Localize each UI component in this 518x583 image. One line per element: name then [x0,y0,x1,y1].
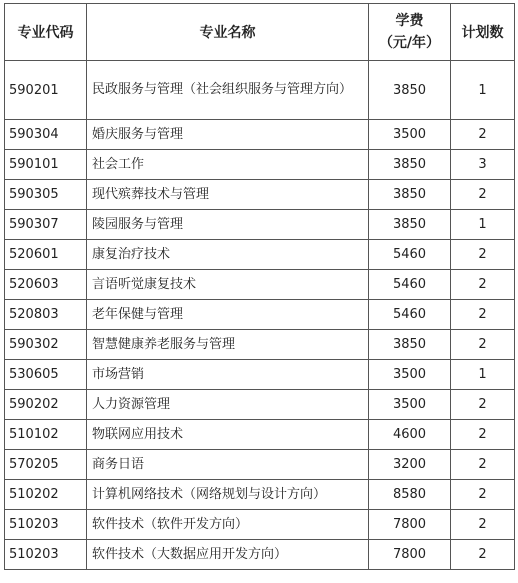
cell-code: 590202 [5,390,87,420]
cell-plan: 2 [451,420,515,450]
cell-plan: 2 [451,510,515,540]
cell-code: 520601 [5,240,87,270]
cell-fee: 3500 [369,390,451,420]
cell-code: 590201 [5,61,87,120]
table-row [5,480,515,510]
cell-code: 510203 [5,510,87,540]
cell-plan: 2 [451,120,515,150]
table-row [5,330,515,360]
table-header [5,4,515,61]
cell-name: 智慧健康养老服务与管理 [87,330,369,360]
cell-fee: 8580 [369,480,451,510]
table-row [5,510,515,540]
cell-name: 婚庆服务与管理 [87,120,369,150]
header-plan: 计划数 [451,4,515,61]
cell-code: 570205 [5,450,87,480]
cell-plan: 1 [451,360,515,390]
cell-code: 510102 [5,420,87,450]
cell-code: 510203 [5,540,87,570]
cell-name: 社会工作 [87,150,369,180]
cell-name: 计算机网络技术（网络规划与设计方向） [87,480,369,510]
table-row [5,390,515,420]
cell-plan: 3 [451,150,515,180]
cell-plan: 2 [451,390,515,420]
table-body [5,61,515,570]
cell-name: 软件技术（大数据应用开发方向） [87,540,369,570]
cell-code: 590302 [5,330,87,360]
cell-plan: 2 [451,450,515,480]
cell-name: 老年保健与管理 [87,300,369,330]
table-row [5,120,515,150]
cell-code: 590307 [5,210,87,240]
cell-fee: 5460 [369,270,451,300]
cell-name: 现代殡葬技术与管理 [87,180,369,210]
table-row [5,180,515,210]
cell-code: 510202 [5,480,87,510]
cell-code: 590304 [5,120,87,150]
cell-fee: 3850 [369,180,451,210]
cell-fee: 5460 [369,300,451,330]
cell-fee: 7800 [369,540,451,570]
cell-plan: 2 [451,240,515,270]
table-row [5,300,515,330]
table-row [5,270,515,300]
cell-name: 言语听觉康复技术 [87,270,369,300]
table-row [5,240,515,270]
cell-name: 民政服务与管理（社会组织服务与管理方向） [87,61,369,120]
cell-fee: 3500 [369,360,451,390]
cell-name: 康复治疗技术 [87,240,369,270]
cell-name: 市场营销 [87,360,369,390]
table-row [5,450,515,480]
cell-fee: 3200 [369,450,451,480]
cell-code: 530605 [5,360,87,390]
header-name: 专业名称 [87,4,369,61]
table-row [5,150,515,180]
header-code: 专业代码 [5,4,87,61]
table-row [5,210,515,240]
cell-code: 520603 [5,270,87,300]
enrollment-table [4,3,515,570]
cell-code: 520803 [5,300,87,330]
header-fee [369,4,451,61]
cell-fee: 7800 [369,510,451,540]
table-row [5,61,515,120]
cell-code: 590101 [5,150,87,180]
cell-name: 软件技术（软件开发方向） [87,510,369,540]
cell-name: 人力资源管理 [87,390,369,420]
cell-fee: 3850 [369,330,451,360]
cell-name: 陵园服务与管理 [87,210,369,240]
cell-plan: 2 [451,330,515,360]
cell-name: 物联网应用技术 [87,420,369,450]
header-row [5,4,515,61]
table-row [5,420,515,450]
cell-fee: 4600 [369,420,451,450]
cell-plan: 1 [451,210,515,240]
cell-name: 商务日语 [87,450,369,480]
cell-plan: 2 [451,270,515,300]
table-row [5,540,515,570]
header-fee-line1: 学费 [395,13,424,29]
cell-fee: 3850 [369,61,451,120]
cell-fee: 3500 [369,120,451,150]
cell-code: 590305 [5,180,87,210]
cell-plan: 2 [451,480,515,510]
cell-fee: 5460 [369,240,451,270]
header-fee-line2: （元/年） [378,35,441,51]
table-row [5,360,515,390]
cell-plan: 1 [451,61,515,120]
document-page [4,3,514,570]
cell-plan: 2 [451,540,515,570]
cell-plan: 2 [451,300,515,330]
cell-fee: 3850 [369,210,451,240]
cell-fee: 3850 [369,150,451,180]
cell-plan: 2 [451,180,515,210]
